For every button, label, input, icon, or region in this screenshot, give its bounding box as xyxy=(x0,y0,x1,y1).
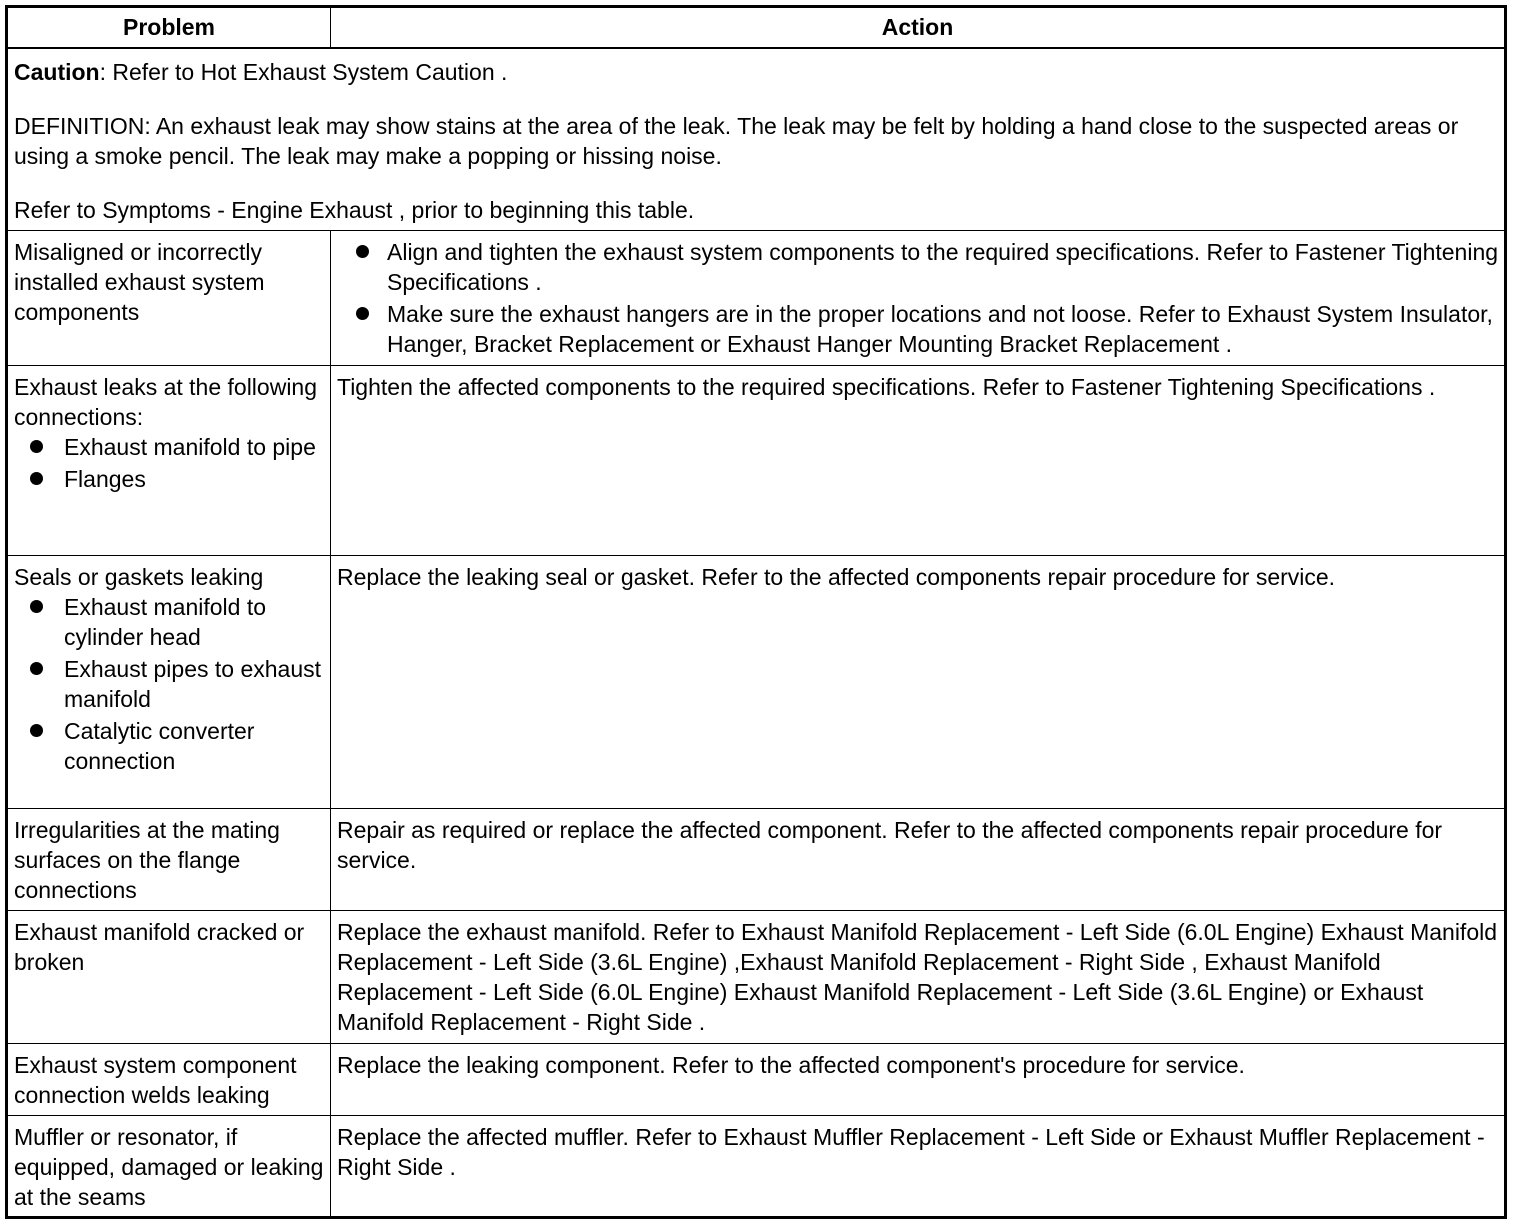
bullet-icon xyxy=(30,440,43,453)
caution-label: Caution xyxy=(14,58,100,85)
problem-cell: Exhaust system component connection welds leaking xyxy=(7,1044,331,1116)
bullet-text: Exhaust manifold to cylinder head xyxy=(64,594,267,650)
definition-text: DEFINITION: An exhaust leak may show stains at the area of the leak. The leak may be felt by holding a hand close to the suspected areas or using a smoke pencil. The leak may make a popping or hissing noise. xyxy=(14,112,1459,169)
table-row xyxy=(7,231,1506,366)
table-row xyxy=(7,1116,1506,1218)
table-row xyxy=(7,1044,1506,1116)
problem-cell xyxy=(7,556,331,809)
bullet-icon xyxy=(30,662,43,675)
bullet-text: Make sure the exhaust hangers are in the proper locations and not loose. Refer to Exhaust System Insulator, Hanger, Bracket Replacement or Exhaust Hanger Mounting Bracket Replacement . xyxy=(387,301,1493,357)
action-cell: Replace the leaking seal or gasket. Refer to the affected components repair procedure for service. xyxy=(331,556,1506,809)
header-row xyxy=(7,7,1506,48)
bullet-text: Exhaust manifold to pipe xyxy=(64,434,316,460)
problem-bullet-list xyxy=(14,592,325,776)
table-row xyxy=(7,556,1506,809)
problem-cell: Exhaust manifold cracked or broken xyxy=(7,911,331,1044)
bullet-icon xyxy=(356,245,369,258)
bullet-icon xyxy=(30,724,43,737)
list-item xyxy=(337,237,1499,297)
problem-text: Exhaust leaks at the following connections: xyxy=(14,374,318,430)
intro-cell xyxy=(7,48,1506,231)
intro-row xyxy=(7,48,1506,231)
list-item xyxy=(14,592,325,652)
problem-bullet-list xyxy=(14,432,325,494)
list-item xyxy=(14,464,325,494)
bullet-text: Exhaust pipes to exhaust manifold xyxy=(64,656,321,712)
table-row xyxy=(7,911,1506,1044)
action-cell: Tighten the affected components to the required specifications. Refer to Fastener Tightening Specifications . xyxy=(331,366,1506,556)
table-row xyxy=(7,809,1506,911)
caution-line xyxy=(14,57,1499,87)
caution-text: : Refer to Hot Exhaust System Caution . xyxy=(99,58,508,85)
diagnostic-table xyxy=(5,5,1507,1219)
action-cell: Replace the leaking component. Refer to the affected component's procedure for service. xyxy=(331,1044,1506,1116)
bullet-text: Align and tighten the exhaust system components to the required specifications. Refer to Fastener Tightening Specifications . xyxy=(387,239,1499,295)
bullet-text: Catalytic converter connection xyxy=(64,718,255,774)
header-action: Action xyxy=(331,7,1506,48)
list-item xyxy=(14,432,325,462)
list-item xyxy=(14,654,325,714)
action-cell: Replace the affected muffler. Refer to Exhaust Muffler Replacement - Left Side or Exhaust Muffler Replacement - Right Side . xyxy=(331,1116,1506,1218)
bullet-icon xyxy=(30,600,43,613)
list-item xyxy=(337,299,1499,359)
problem-cell: Misaligned or incorrectly installed exhaust system components xyxy=(7,231,331,366)
list-item xyxy=(14,716,325,776)
header-problem: Problem xyxy=(7,7,331,48)
bullet-icon xyxy=(356,307,369,320)
refer-text: Refer to Symptoms - Engine Exhaust , prior to beginning this table. xyxy=(14,196,695,223)
action-cell: Replace the exhaust manifold. Refer to Exhaust Manifold Replacement - Left Side (6.0L Engine) Exhaust Manifold Replacement - Left Side (3.6L Engine) ,Exhaust Manifold Replacement - Right Side , Exhaust Manifold Replacement - Left Side (6.0L Engine) Exhaust Manifold Replacement - Left Side (3.6L Engine) or Exhaust Manifold Replacement - Right Side . xyxy=(331,911,1506,1044)
bullet-icon xyxy=(30,472,43,485)
bullet-text: Flanges xyxy=(64,466,146,492)
problem-cell: Muffler or resonator, if equipped, damaged or leaking at the seams xyxy=(7,1116,331,1218)
action-bullet-list xyxy=(337,237,1499,359)
problem-text: Seals or gaskets leaking xyxy=(14,564,264,590)
problem-cell: Irregularities at the mating surfaces on the flange connections xyxy=(7,809,331,911)
action-cell xyxy=(331,231,1506,366)
table-row xyxy=(7,366,1506,556)
action-cell: Repair as required or replace the affected component. Refer to the affected components repair procedure for service. xyxy=(331,809,1506,911)
problem-cell xyxy=(7,366,331,556)
